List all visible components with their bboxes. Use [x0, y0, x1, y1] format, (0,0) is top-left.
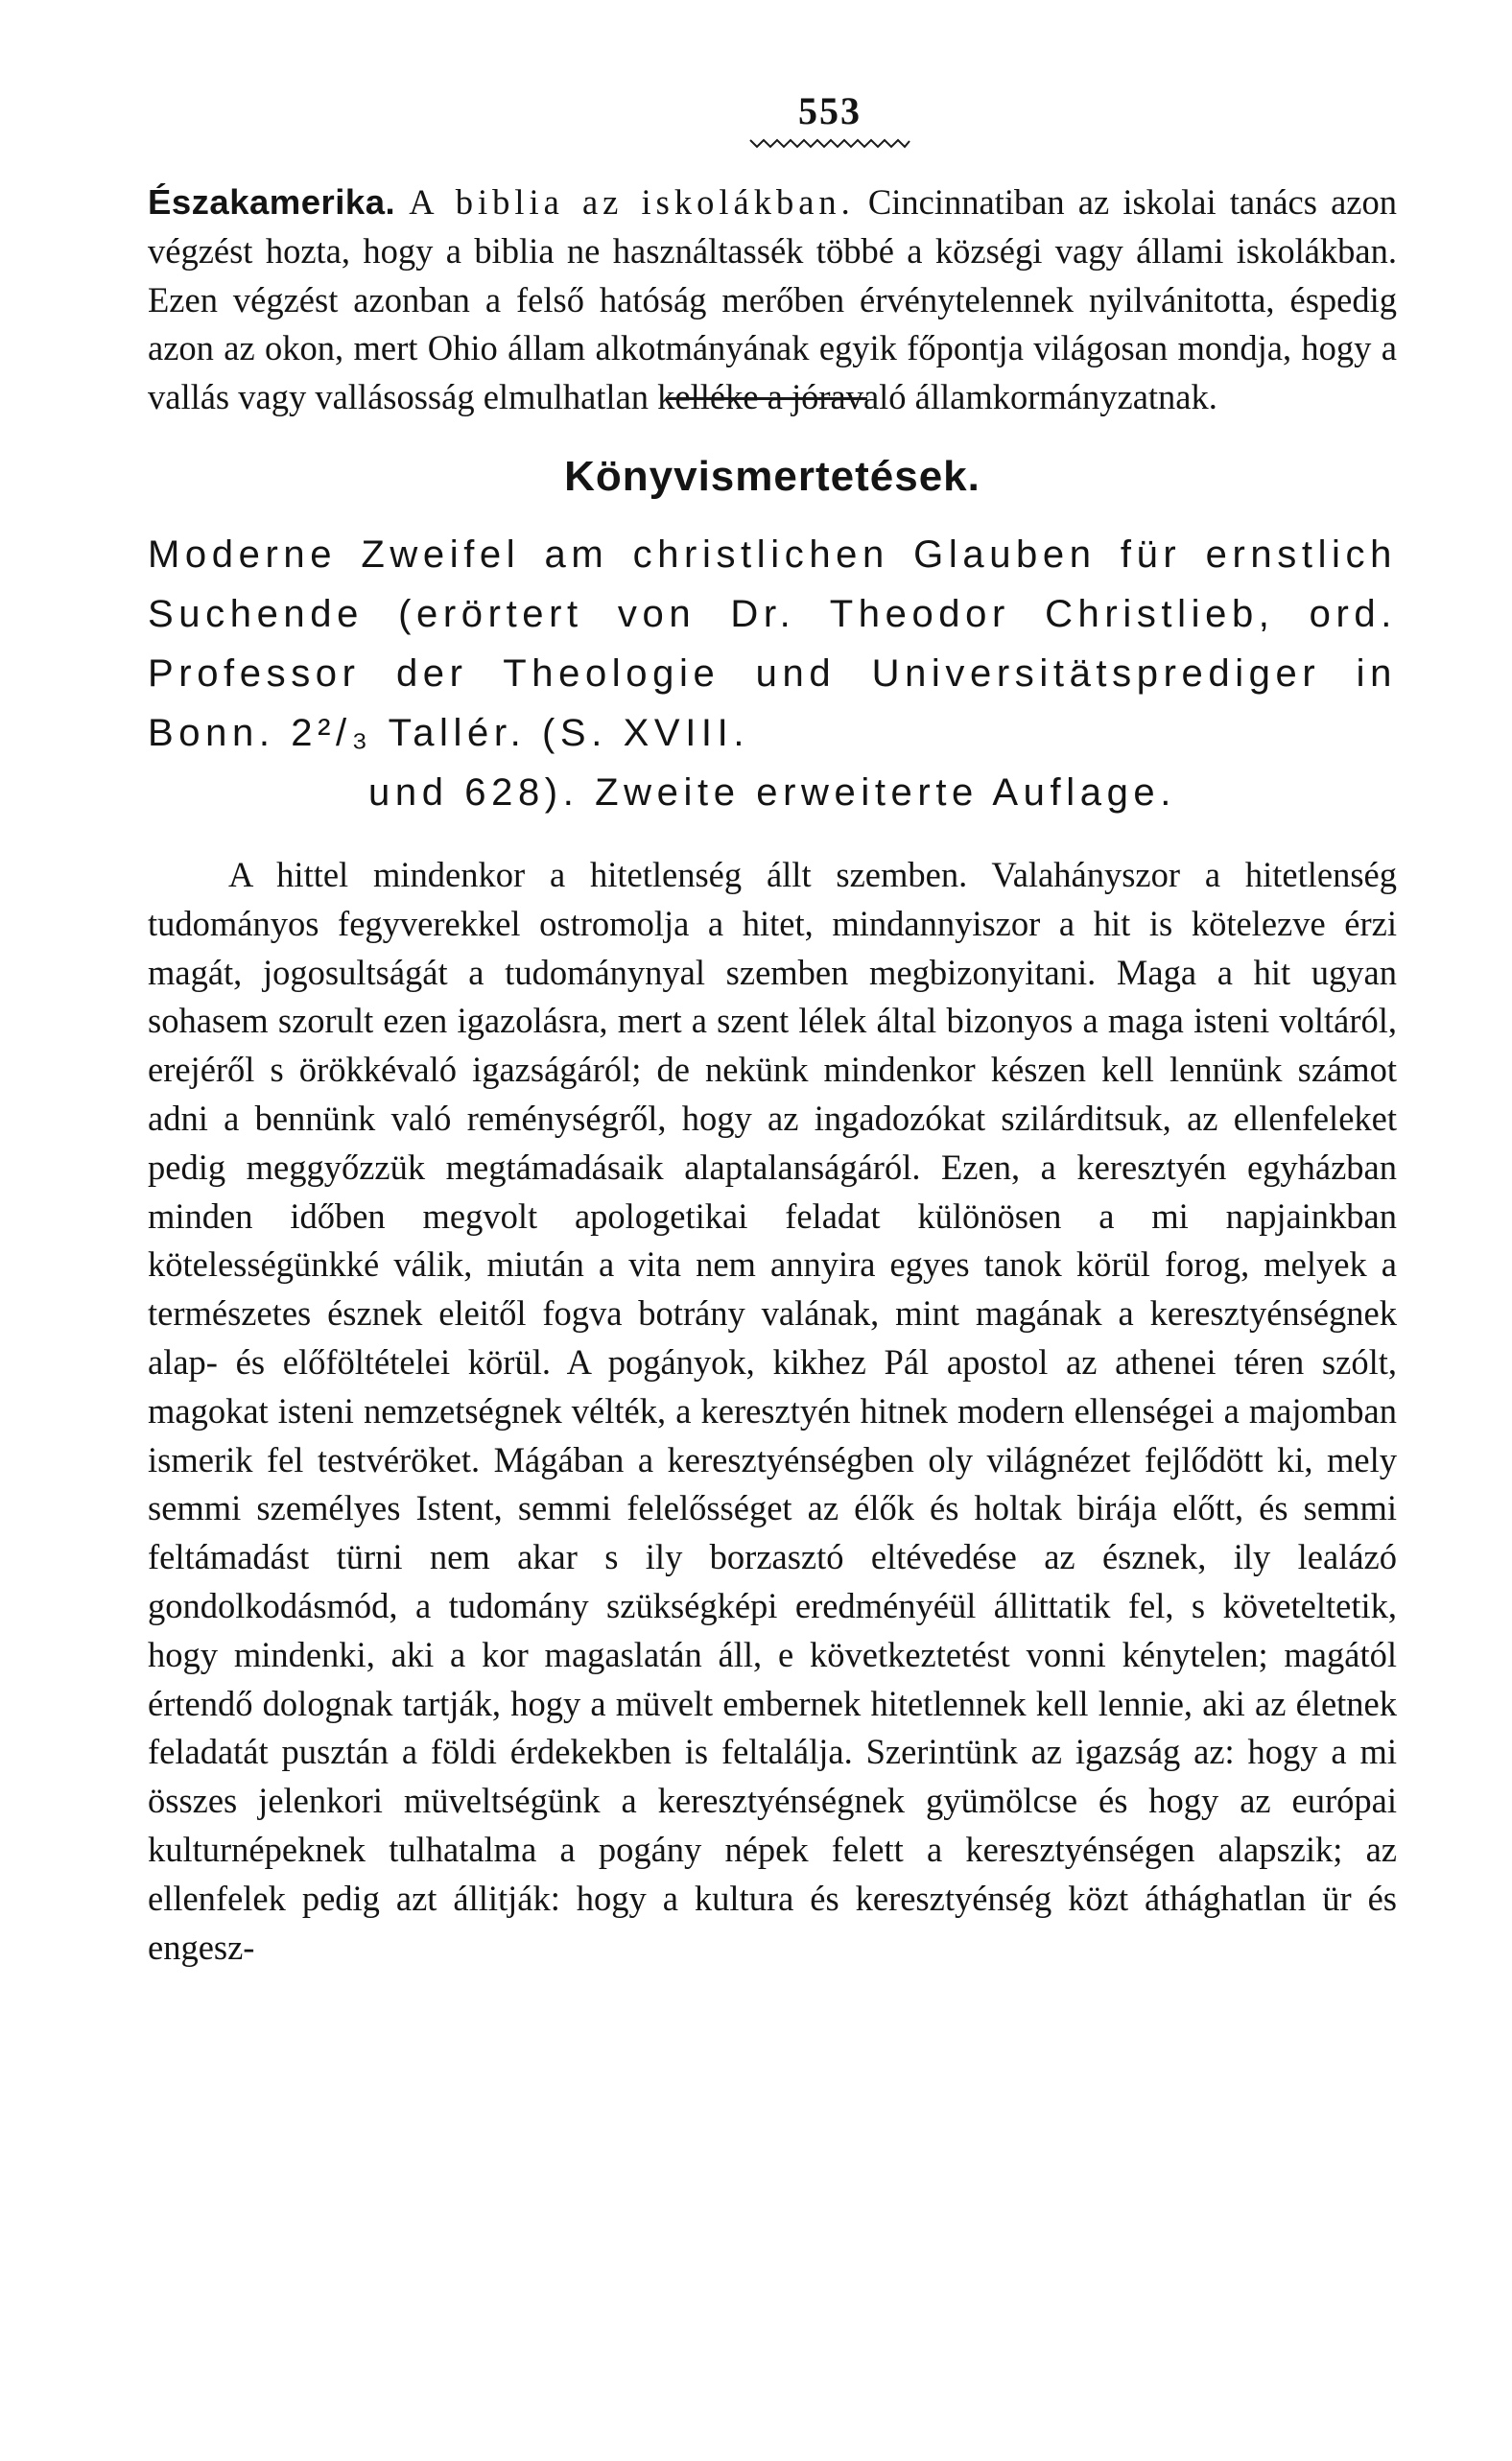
review-title-main: Moderne Zweifel am christlichen Glauben für ernstlich Suchende (erörtert von Dr. Theodor Christlieb, ord. Professor der Theologie und Universitätsprediger in Bonn. 2²/₃ Tallér. (S. XVIII.	[148, 532, 1397, 754]
page	[148, 88, 1397, 1972]
section-heading: Könyvismertetések.	[564, 452, 980, 500]
intro-run-in: Északamerika.	[148, 182, 396, 222]
intro-spaced-phrase: A biblia az iskolákban.	[409, 182, 855, 222]
intro-paragraph	[148, 178, 1397, 422]
review-title-tail: und 628). Zweite erweiterte Auflage.	[368, 770, 1176, 814]
review-title	[148, 525, 1397, 822]
review-body: A hittel mindenkor a hitetlenség állt szemben. Valahányszor a hitetlenség tudományos fegyverekkel ostromolja a hitet, mindannyiszor a hit is kötelezve érzi magát, jogosultságát a tudománynyal szemben megbizonyitani. Maga a hit ugyan sohasem szorult ezen igazolásra, mert a szent lélek által bizonyos a maga isteni voltáról, erejéről s örökkévaló igazságáról; de nekünk mindenkor készen kell lennünk számot adni a bennünk való reménységről, hogy az ingadozókat szilárditsuk, az ellenfeleket pedig meggyőzzük megtámadásaik alaptalanságáról. Ezen, a keresztyén egyházban minden időben megvolt apologetikai feladat különösen a mi napjainkban kötelességünkké válik, miután a vita nem annyira egyes tanok körül forog, melyek a természetes észnek eleitől fogva botrány valának, mint magának a keresztyénségnek alap- és előföltételei körül. A pogányok, kikhez Pál apostol az athenei téren szólt, magokat isteni nemzetségnek vélték, a keresztyén hitnek modern ellenségei a majomban ismerik fel testvéröket. Mágában a keresztyénségben oly világnézet fejlődött ki, mely semmi személyes Istent, semmi felelősséget az élők és holtak birája előtt, és semmi feltámadást türni nem akar s ily borzasztó eltévedése az észnek, ily lealázó gondolkodásmód, a tudomány szükségképi eredményéül állittatik fel, s követeltetik, hogy mindenki, aki a kor magaslatán áll, e következtetést vonni kénytelen; magától értendő dolognak tartják, hogy a müvelt embernek hitetlennek kell lennie, aki az életnek feladatát pusztán a földi érdekekben is feltalálja. Szerintünk az igazság az: hogy a mi összes jelenkori müveltségünk a keresztyénségnek gyümölcse és hogy az európai kulturnépeknek tulhatalma a pogány népek felett a keresztyénségen alapszik; az ellenfelek pedig azt állitják: hogy a kultura és keresztyénség közt áthághatlan ür és engesz-	[148, 854, 1397, 1967]
intro-text: Cincinnatiban az iskolai tanács azon végzést hozta, hogy a biblia ne használtassék többé a községi vagy állami iskolákban. Ezen végzést azonban a felső hatóság merőben érvénytelennek nyilvánitotta, éspedig azon az okon, mert Ohio állam alkotmányának egyik főpontja világosan mondja, hogy a vallás vagy vallásosság elmulhatlan kelléke a jóravaló államkormányzatnak.	[148, 182, 1397, 417]
page-number: 553	[798, 89, 862, 132]
wavy-rule-ornament	[633, 136, 911, 150]
